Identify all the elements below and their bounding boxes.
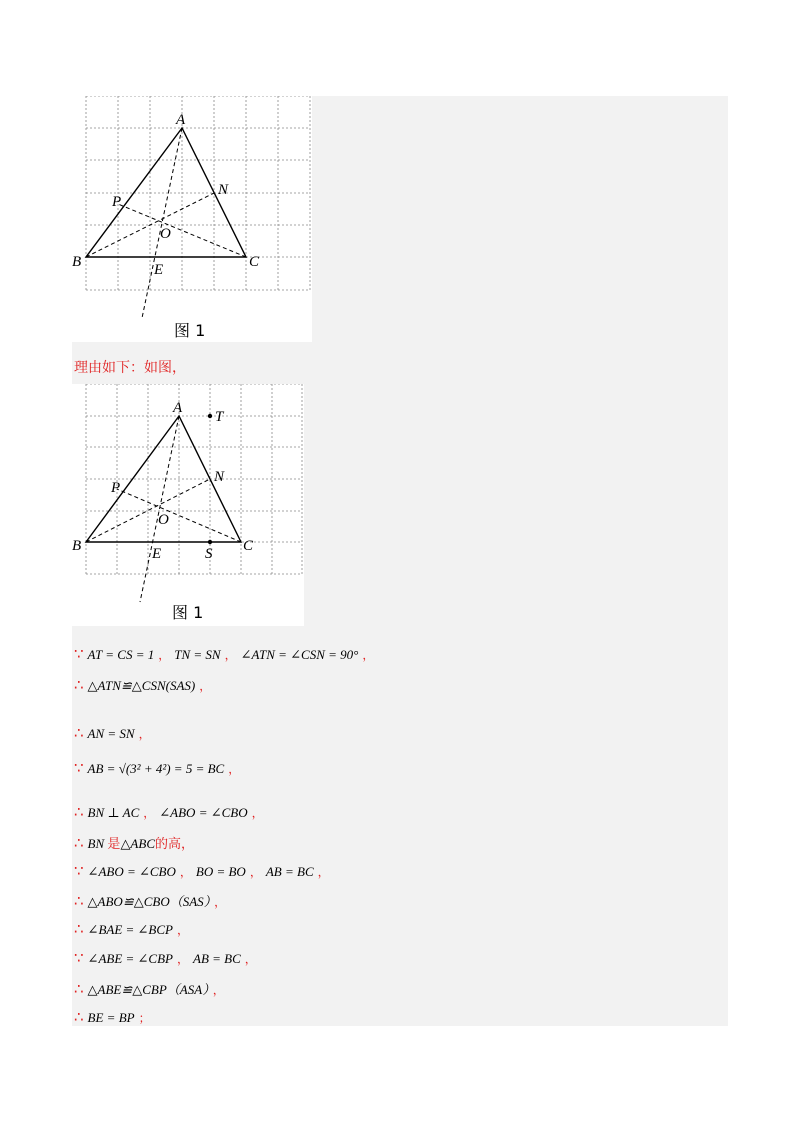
punct: ， — [212, 983, 225, 997]
step-text: ∠ABE = ∠CBP — [87, 951, 173, 966]
label-e: E — [152, 546, 162, 562]
step-text: TN = SN — [174, 647, 221, 662]
step-text: △ABC — [120, 836, 155, 851]
point-t — [208, 414, 212, 418]
step-9 — [74, 920, 193, 938]
figure-1-caption: 图 1 — [174, 321, 206, 340]
label-a: A — [176, 112, 186, 128]
label-b: B — [72, 538, 82, 554]
step-12 — [74, 1008, 155, 1026]
punct: ， — [176, 923, 189, 937]
label-o: O — [158, 512, 169, 528]
punct: ， — [199, 679, 212, 693]
label-c: C — [249, 254, 260, 270]
step-7: ∵ ∠ABO = ∠CBO ， BO = BO ， AB = BC ， — [74, 862, 330, 880]
punct: ， — [244, 952, 257, 966]
label-o: O — [160, 226, 171, 242]
label-a: A — [173, 400, 183, 416]
label-n: N — [218, 182, 229, 198]
step-text: AB = BC — [193, 951, 241, 966]
step-3 — [74, 724, 155, 742]
step-text: ∠BAE = ∠BCP — [87, 922, 173, 937]
step-text: BN ⊥ AC — [87, 805, 140, 820]
because-symbol: ∵ — [74, 645, 84, 663]
therefore-symbol: ∴ — [74, 892, 84, 910]
punct: ， — [362, 648, 375, 662]
grid — [86, 96, 310, 290]
figure-2 — [72, 384, 304, 626]
punct: ， — [251, 806, 264, 820]
step-8 — [74, 891, 230, 910]
step-text: ∠ATN = ∠CSN = 90° — [240, 647, 359, 662]
label-p: P — [112, 194, 122, 210]
step-text: ∠ABO = ∠CBO — [87, 864, 176, 879]
punct: ， — [138, 727, 151, 741]
punct: ， — [317, 865, 330, 879]
punct: ， — [214, 895, 227, 909]
label-s: S — [205, 546, 213, 562]
punct: ； — [138, 1011, 151, 1025]
step-text: AB = BC — [265, 864, 314, 879]
step-text: △ATN≌△CSN(SAS) — [87, 678, 196, 693]
figure-2-caption: 图 1 — [172, 603, 204, 622]
therefore-symbol: ∴ — [74, 920, 84, 938]
step-text: BO = BO — [195, 864, 246, 879]
label-c: C — [243, 538, 254, 554]
therefore-symbol: ∴ — [74, 1008, 84, 1026]
therefore-symbol: ∴ — [74, 834, 84, 852]
step-4 — [74, 759, 244, 777]
line-ae — [142, 128, 182, 318]
therefore-symbol: ∴ — [74, 676, 84, 694]
step-text: △ABO≌△CBO（SAS） — [87, 894, 211, 909]
step-text: △ABE≌△CBP（ASA） — [87, 982, 209, 997]
label-t: T — [215, 409, 224, 425]
label-e: E — [154, 262, 164, 278]
step-5: ∴ BN ⊥ AC ， ∠ABO = ∠CBO ， — [74, 803, 264, 821]
step-2 — [74, 676, 215, 694]
step-text-cn: 的高， — [155, 837, 195, 852]
grid — [86, 384, 302, 574]
reason-heading: 理由如下：如图， — [74, 360, 186, 376]
step-text: AB = √(3² + 4²) = 5 = BC — [87, 761, 225, 776]
because-symbol: ∵ — [74, 949, 84, 967]
therefore-symbol: ∴ — [74, 724, 84, 742]
step-text: ∠ABO = ∠CBO — [159, 805, 248, 820]
therefore-symbol: ∴ — [74, 803, 84, 821]
label-b: B — [72, 254, 82, 270]
step-text: AN = SN — [87, 726, 135, 741]
point-s — [208, 540, 212, 544]
step-6 — [74, 833, 194, 852]
therefore-symbol: ∴ — [74, 980, 84, 998]
figure-1 — [72, 96, 312, 342]
because-symbol: ∵ — [74, 759, 84, 777]
label-p: P — [111, 480, 121, 496]
step-text: AT = CS = 1 — [87, 647, 155, 662]
step-11 — [74, 979, 229, 998]
label-n: N — [214, 469, 225, 485]
step-10: ∵ ∠ABE = ∠CBP ， AB = BC ， — [74, 949, 257, 967]
step-1: ∵ AT = CS = 1 ， TN = SN ， ∠ATN = ∠CSN = 90° ， — [74, 645, 375, 663]
because-symbol: ∵ — [74, 862, 84, 880]
step-text: BE = BP — [87, 1010, 135, 1025]
step-text: BN — [87, 836, 105, 851]
punct: ， — [228, 762, 241, 776]
step-text-cn: 是 — [107, 837, 121, 852]
